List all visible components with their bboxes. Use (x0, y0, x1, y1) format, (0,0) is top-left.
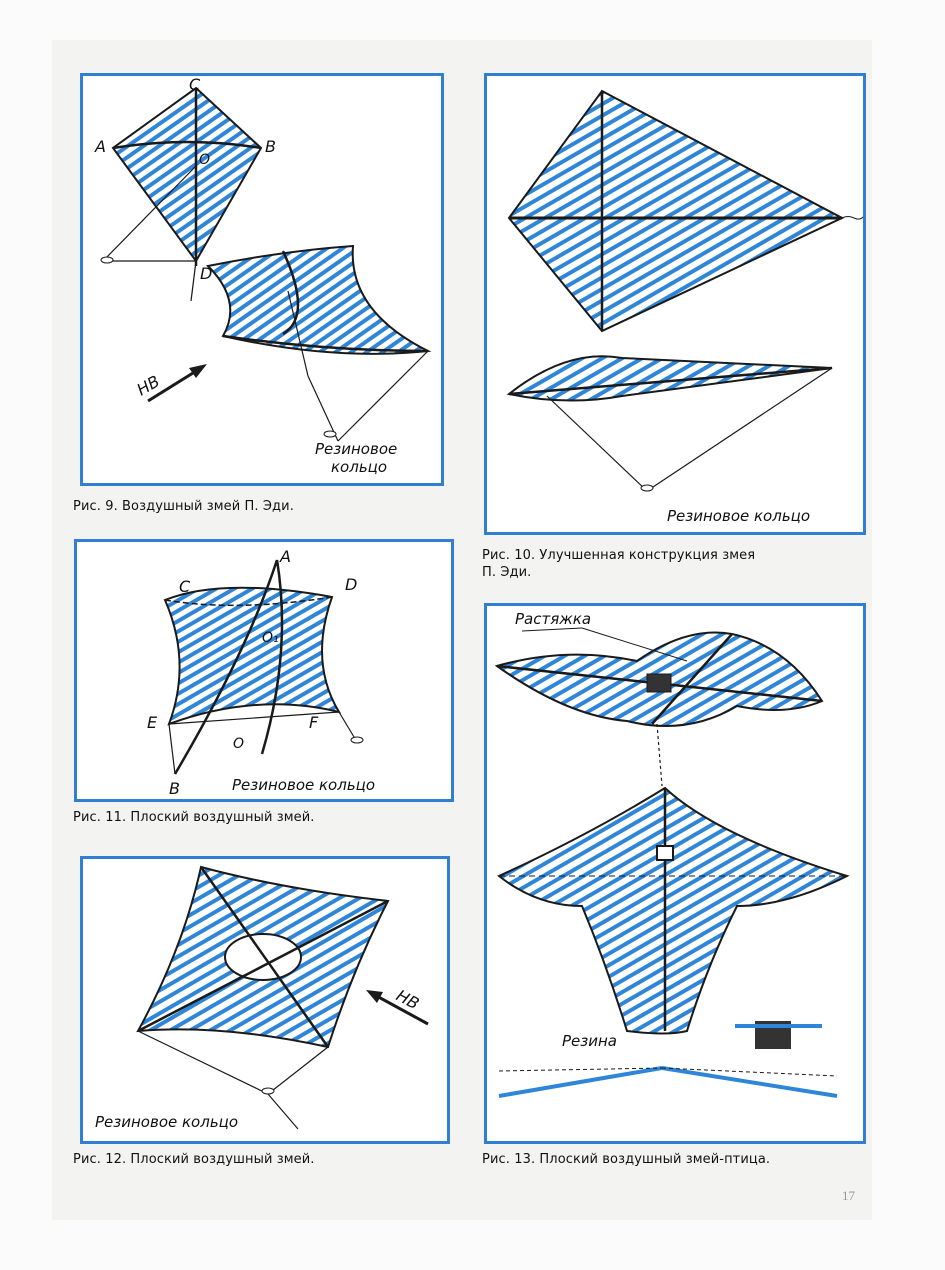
label-o: O (233, 736, 245, 752)
label-d: D (200, 264, 213, 283)
label-a: A (95, 137, 106, 156)
figure-11-caption: Рис. 11. Плоский воздушный змей. (73, 810, 315, 825)
box-kite-sail (165, 588, 339, 724)
figure-13-frame (484, 603, 866, 1144)
figure-11-drawing (77, 542, 451, 799)
ring-label: Резиновое кольцо (95, 1113, 239, 1131)
figure-12-drawing (83, 859, 447, 1141)
figure-9-caption: Рис. 9. Воздушный змей П. Эди. (73, 499, 294, 514)
stretch-label: Растяжка (515, 610, 592, 628)
page-number: 17 (842, 1188, 855, 1203)
figure-10-drawing (487, 76, 863, 532)
label-o1: O₁ (262, 630, 279, 646)
wind-label: НВ (393, 985, 423, 1014)
wind-label: НВ (133, 371, 163, 400)
kite-side-view (509, 356, 832, 400)
label-d: D (345, 575, 358, 594)
label-b: B (265, 137, 276, 156)
figure-13-caption: Рис. 13. Плоский воздушный змей-птица. (482, 1152, 771, 1167)
rubber-label: Резина (562, 1032, 617, 1050)
figure-10-caption-line2: П. Эди. (482, 565, 532, 580)
label-c: C (179, 577, 191, 596)
figure-10-caption-line1: Рис. 10. Улучшенная конструкция змея (482, 548, 756, 563)
figure-13-drawing (487, 606, 863, 1141)
figure-12-caption: Рис. 12. Плоский воздушный змей. (73, 1152, 315, 1167)
label-b: B (169, 779, 180, 798)
ring-label: Резиновое кольцо (667, 507, 811, 525)
label-f: F (309, 713, 319, 732)
ring-label-line2: кольцо (331, 458, 388, 476)
kite-top-view (509, 91, 842, 331)
figure-9-frame (80, 73, 444, 486)
label-a: A (280, 547, 291, 566)
label-o: O (199, 152, 211, 168)
figure-11-frame (74, 539, 454, 802)
ring-label: Резиновое кольцо (232, 776, 376, 794)
bird-kite-body (499, 788, 847, 1034)
label-c: C (189, 76, 201, 94)
figure-12-frame (80, 856, 450, 1144)
figure-9-drawing (83, 76, 441, 483)
ring-label-line1: Резиновое (315, 440, 398, 458)
label-e: E (147, 713, 158, 732)
figure-10-frame (484, 73, 866, 535)
